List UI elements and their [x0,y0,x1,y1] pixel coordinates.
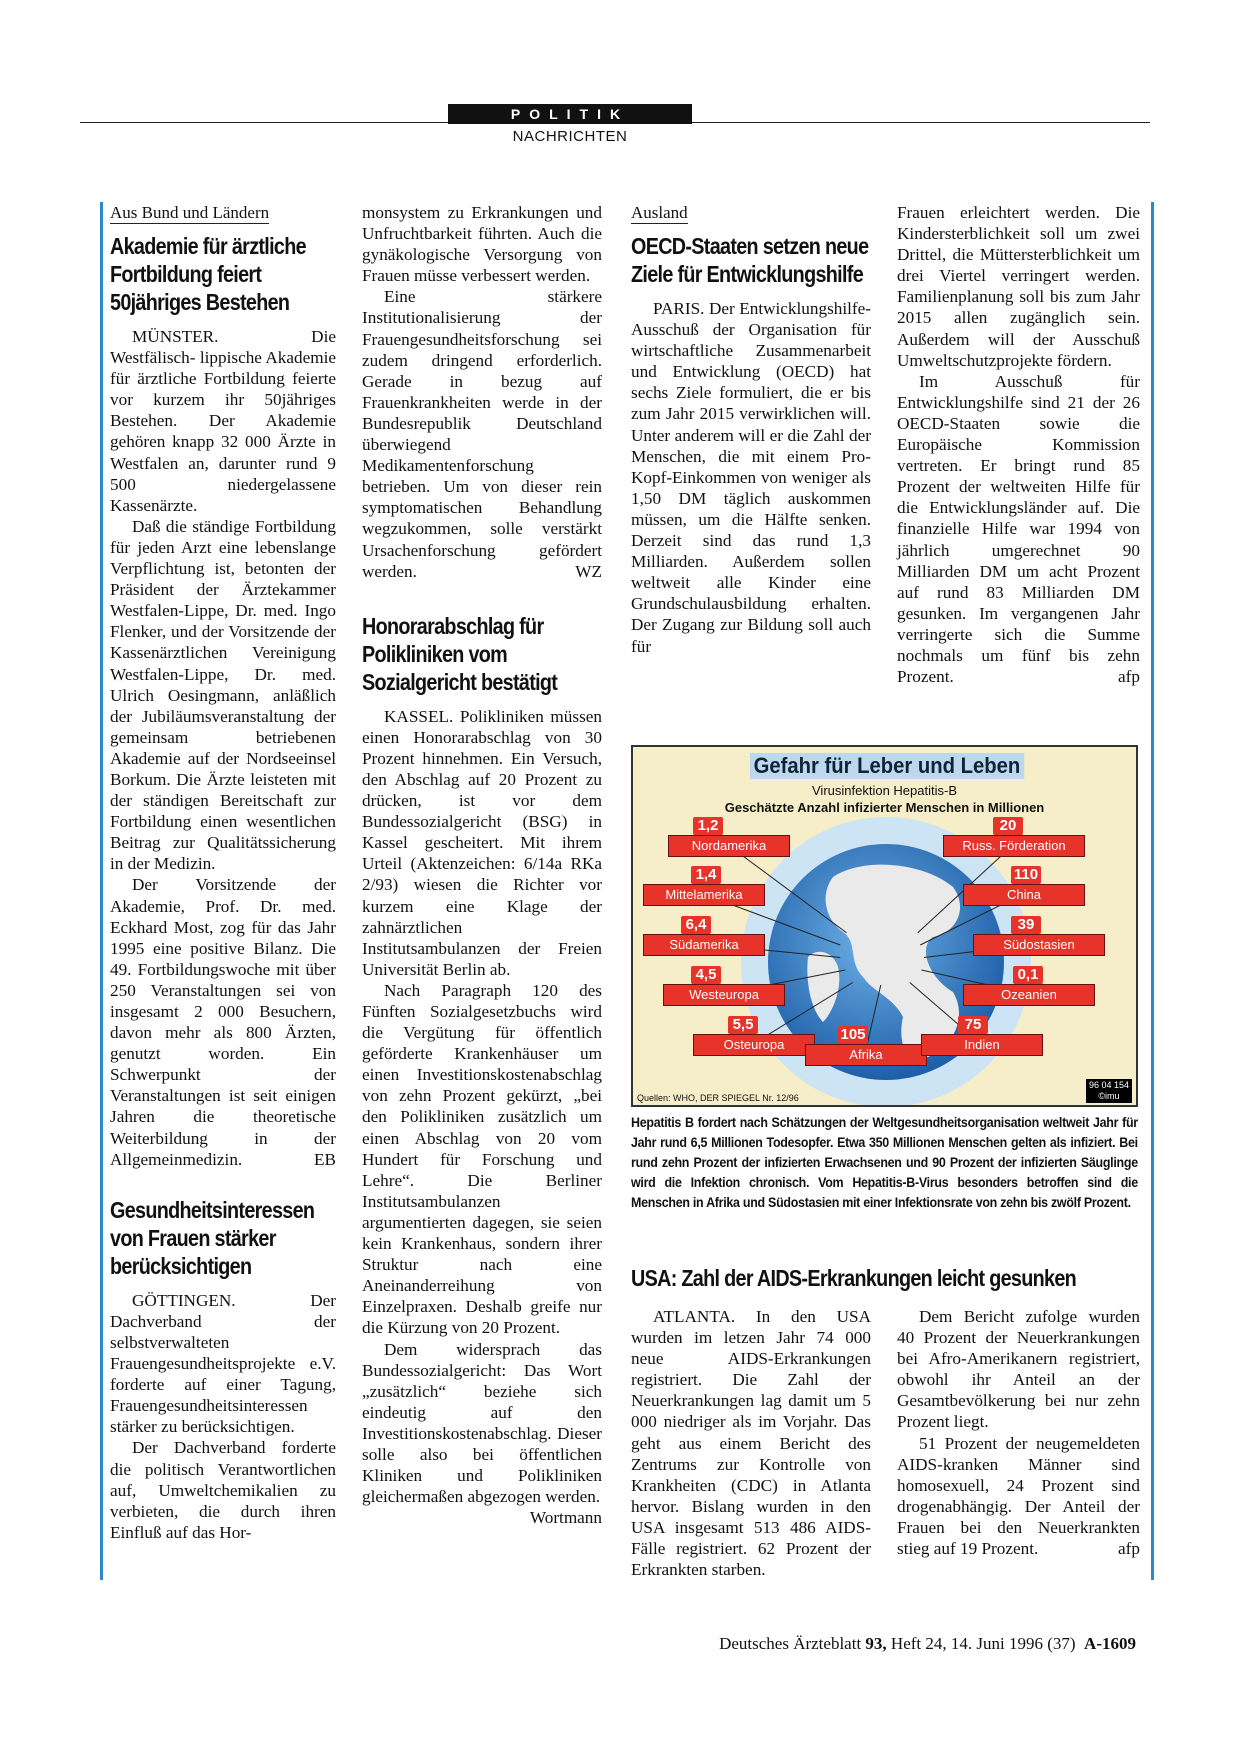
paragraph: MÜNSTER. Die Westfälisch- lippische Akademie für ärztliche Fortbildung feierte vor kurzem ihr 50jähriges Bestehen. Der Akademie gehören knapp 32 000 Ärzte in Westfalen an, darunter rund 9 500 niedergelassene Kassenärzte. [110,327,336,515]
paragraph [362,286,602,581]
left-accent-bar [100,202,103,1580]
paragraph: Dem Bericht zufolge wurden 40 Prozent der Neuerkrankungen bei Afro-Amerikanern registriert, obwohl ihr Anteil an der Gesamtbevölkerung bei nur zehn Prozent liegt. [897,1307,1140,1432]
journal-name: Deutsches Ärzteblatt [719,1634,862,1653]
right-accent-bar [1151,202,1154,1580]
region-label: Indien [921,1034,1043,1056]
usa-column-left [631,1306,871,1580]
page-number: A-1609 [1084,1634,1136,1653]
region-value: 110 [1011,866,1041,884]
column-2 [362,202,602,1528]
region-value: 39 [1011,916,1041,934]
paragraph [897,1433,1140,1560]
column-4 [897,202,1140,687]
paragraph: ATLANTA. In den USA wurden im letzen Jahr 74 000 neue AIDS-Erkrankungen registriert. Die Zahl der Neuerkrankungen lag damit um 5 000 niedriger als im Vorjahr. Das geht aus einem Bericht des Zentrums zur Kontrolle von Krankheiten (CDC) in Atlanta hervor. Bislang wurden in den USA insgesamt 513 486 AIDS-Fälle registriert. 62 Prozent der Erkrankten starben. [631,1307,871,1580]
region-label: China [963,884,1085,906]
region-value: 105 [838,1026,868,1044]
paragraph: Daß die ständige Fortbildung für jeden Arzt eine lebenslange Verpflichtung ist, betonten der Präsident der Ärztekammer Westfalen-Lippe, Dr. med. Ingo Flenker, und der Vorsitzende der Kassenärztlichen Vereinigung Westfalen-Lippe, Dr. med. Ulrich Oesingmann, anläßlich der Jubiläumsveranstaltung der gemeinsam betriebenen Akademie auf der Nordseeinsel Borkum. Die Ärzte leisteten mit der ständigen Bereitschaft zur Fortbildung einen wesentlichen Beitrag zur Qualitätssicherung in der Medizin. [110,516,336,874]
paragraph: PARIS. Der Entwicklungshilfe-Ausschuß der Organisation für wirtschaftliche Zusammenarbeit und Entwicklung (OECD) hat sechs Ziele formuliert, die er bis zum Jahr 2015 verwirklichen will. Unter anderem will er die Zahl der Menschen, die mit einem Pro-Kopf-Einkommen von weniger als 1,50 DM täglich auskommen müssen, um die Hälfte senken. Derzeit sind das rund 1,3 Milliarden. Außerdem sollen weltweit alle Kinder eine Grundschulausbildung erhalten. Der Zugang zur Bildung soll auch für [631,299,871,656]
paragraph-text: Der Vorsitzende der Akademie, Prof. Dr. med. Eckhard Most, zog für das Jahr 1995 eine positive Bilanz. Die 49. Fortbildungswoche mit über 250 Veranstaltungen sei von insgesamt 2 000 Besuchern, davon mehr als 800 Ärzten, genutzt worden. Ein Schwerpunkt der Veranstaltungen ist seit einigen Jahren die theoretische Weiterbildung in der Allgemeinmedizin. [110,875,336,1169]
kicker: Aus Bund und Ländern [110,203,270,222]
paragraph-text: 51 Prozent der neugemeldeten AIDS-kranken Männer sind homosexuell, 24 Prozent sind drogenabhängig. Der Anteil der Frauen bei den Neuerkrankten stieg auf 19 Prozent. [897,1433,1140,1559]
region-value: 1,2 [693,817,723,835]
region-value: 1,4 [691,866,721,884]
issue-info: Heft 24, 14. Juni 1996 (37) [890,1634,1076,1653]
region-value: 20 [993,817,1023,835]
author-signature: EB [314,1149,336,1169]
region-value: 75 [958,1016,988,1034]
region-value: 4,5 [691,966,721,984]
page-footer [631,1634,1136,1654]
region-value: 0,1 [1013,966,1043,984]
chart-unit: Geschätzte Anzahl infizierter Menschen in Millionen [724,800,1045,815]
chart-caption: Hepatitis B fordert nach Schätzungen der Weltgesundheitsorganisation weltweit Jahr für Jahr rund 6,5 Millionen Todesopfer. Etwa 350 Millionen Menschen gelten als infiziert. Bei rund zehn Prozent der infizierten Erwachsenen und 90 Prozent der infizierten Säuglinge wird die Infektion chronisch. Vom Hepatitis-B-Virus besonders betroffen sind die Menschen in Afrika und Südostasien mit einer Infektionsrate von zehn bis zwölf Prozent. [631,1115,1138,1210]
headline-polikliniken: Honorarabschlag für Polikliniken vom Sozialgericht bestätigt [362,612,558,695]
region-label: Ozeanien [963,984,1095,1006]
paragraph: Der Dachverband forderte die politisch Verantwortlichen auf, Umweltchemikalien zu verbieten, die durch ihren Einfluß auf das Hor- [110,1438,336,1542]
volume: 93, [865,1634,887,1653]
author-signature: afp [1118,667,1140,687]
code-number: 96 04 154 [1088,1080,1129,1090]
author-signature: WZ [575,561,602,581]
usa-column-right [897,1306,1140,1559]
kicker: Ausland [631,203,688,222]
region-label: Mittelamerika [643,884,765,906]
region-value: 6,4 [681,916,711,934]
paragraph: KASSEL. Polikliniken müssen einen Honorarabschlag von 30 Prozent hinnehmen. Ein Versuch, den Abschlag auf 20 Prozent zu drücken, ist vor dem Bundessozialgericht (BSG) in Kassel gescheitert. Mit ihrem Urteil (Aktenzeichen: 6/14a RKa 2/93) wiesen die Richter vor kurzem eine Klage der zahnärztlichen Institutsambulanzen der Freien Universität Berlin ab. [362,706,602,979]
author-signature: Wortmann [529,1508,602,1528]
paragraph-text: Eine stärkere Institutionalisierung der Frauengesundheitsforschung sei zudem dringend erforderlich. Gerade in bezug auf Frauenkrankheiten werde in der Bundesrepublik Deutschland überwiegend Medikamentenforschung betrieben. Um von dieser rein symptomatischen Behandlung wegzukommen, solle verstärkt Ursachenforschung gefördert werden. [362,287,602,581]
column-1 [110,202,336,1543]
paragraph: GÖTTINGEN. Der Dachverband der selbstverwalteten Frauengesundheitsprojekte e.V. forderte auf einer Tagung, Frauengesundheitsinteressen stärker zu berücksichtigen. [110,1290,336,1437]
headline-frauen: Gesundheitsinteressen von Frauen stärker berücksichtigen [110,1196,315,1279]
code-agency: ©imu [1098,1091,1120,1101]
region-label: Westeuropa [663,984,785,1006]
region-label: Nordamerika [668,835,790,857]
column-3 [631,202,871,657]
chart-subtitle: Virusinfektion Hepatitis-B [812,783,957,798]
chart-title: Gefahr für Leber und Leben [750,753,1024,779]
region-value: 5,5 [728,1016,758,1034]
paragraph [897,371,1140,687]
chart-source: Quellen: WHO, DER SPIEGEL Nr. 12/96 [637,1093,799,1103]
paragraph-text: Im Ausschuß für Entwicklungshilfe sind 21 der 26 OECD-Staaten sowie die Europäische Kommission vertreten. Er bringt rund 85 Prozent der weltweiten Hilfe für die Entwicklungsländer auf. Die finanzielle Hilfe war 1994 von jährlich umgerechnet 90 Milliarden DM um acht Prozent auf rund 83 Milliarden DM gesunken. Im vergangenen Jahr verringerte sich die Summe nochmals um fünf bis zehn Prozent. [897,371,1140,687]
paragraph [362,1339,602,1528]
paragraph: Frauen erleichtert werden. Die Kindersterblichkeit soll um zwei Drittel, die Müttersterblichkeit um drei Viertel verringert werden. Familienplanung soll bis zum Jahr 2015 allen zugänglich sein. Außerdem will der Ausschuß Umweltschutzprojekte fördern. [897,203,1140,370]
paragraph: Nach Paragraph 120 des Fünften Sozialgesetzbuchs wird die Vergütung für öffentlich geförderte Krankenhäuser um einen Investitionskostenabschlag von zehn Prozent gekürzt, „bei den Polikliniken zusätzlich um einen Abschlag von 20 vom Hundert für Forschung und Lehre“. Die Berliner Institutsambulanzen argumentierten dagegen, sie seien kein Krankenhaus, sondern ihrer Struktur nach eine Aneinanderreihung von Einzelpraxen. Deshalb greife nur die Kürzung von 20 Prozent. [362,980,602,1338]
hepatitis-chart [631,745,1138,1107]
headline-akademie: Akademie für ärztliche Fortbildung feiert 50jähriges Bestehen [110,233,306,315]
headline-usa: USA: Zahl der AIDS-Erkrankungen leicht gesunken [631,1265,1077,1291]
subsection-label: NACHRICHTEN [512,128,628,145]
region-label: Afrika [805,1044,927,1066]
author-signature: afp [1118,1539,1140,1559]
paragraph: monsystem zu Erkrankungen und Unfruchtbarkeit führten. Auch die gynäkologische Versorgung von Frauen müsse verbessert werden. [362,203,602,286]
region-label: Südamerika [643,934,765,956]
paragraph-text: Dem widersprach das Bundessozialgericht: Das Wort „zusätzlich“ beziehe sich eindeutig auf den Investitionskostenabschlag. Dieser solle also bei öffentlichen Kliniken und Polikliniken gleichermaßen abgezogen werden. [362,1339,602,1507]
region-label: Russ. Förderation [943,835,1085,857]
headline-oecd: OECD-Staaten setzen neue Ziele für Entwicklungshilfe [631,233,869,287]
region-label: Südostasien [973,934,1105,956]
paragraph [110,874,336,1169]
chart-code [1086,1079,1132,1103]
region-label: Osteuropa [693,1034,815,1056]
section-label: POLITIK [448,104,692,124]
